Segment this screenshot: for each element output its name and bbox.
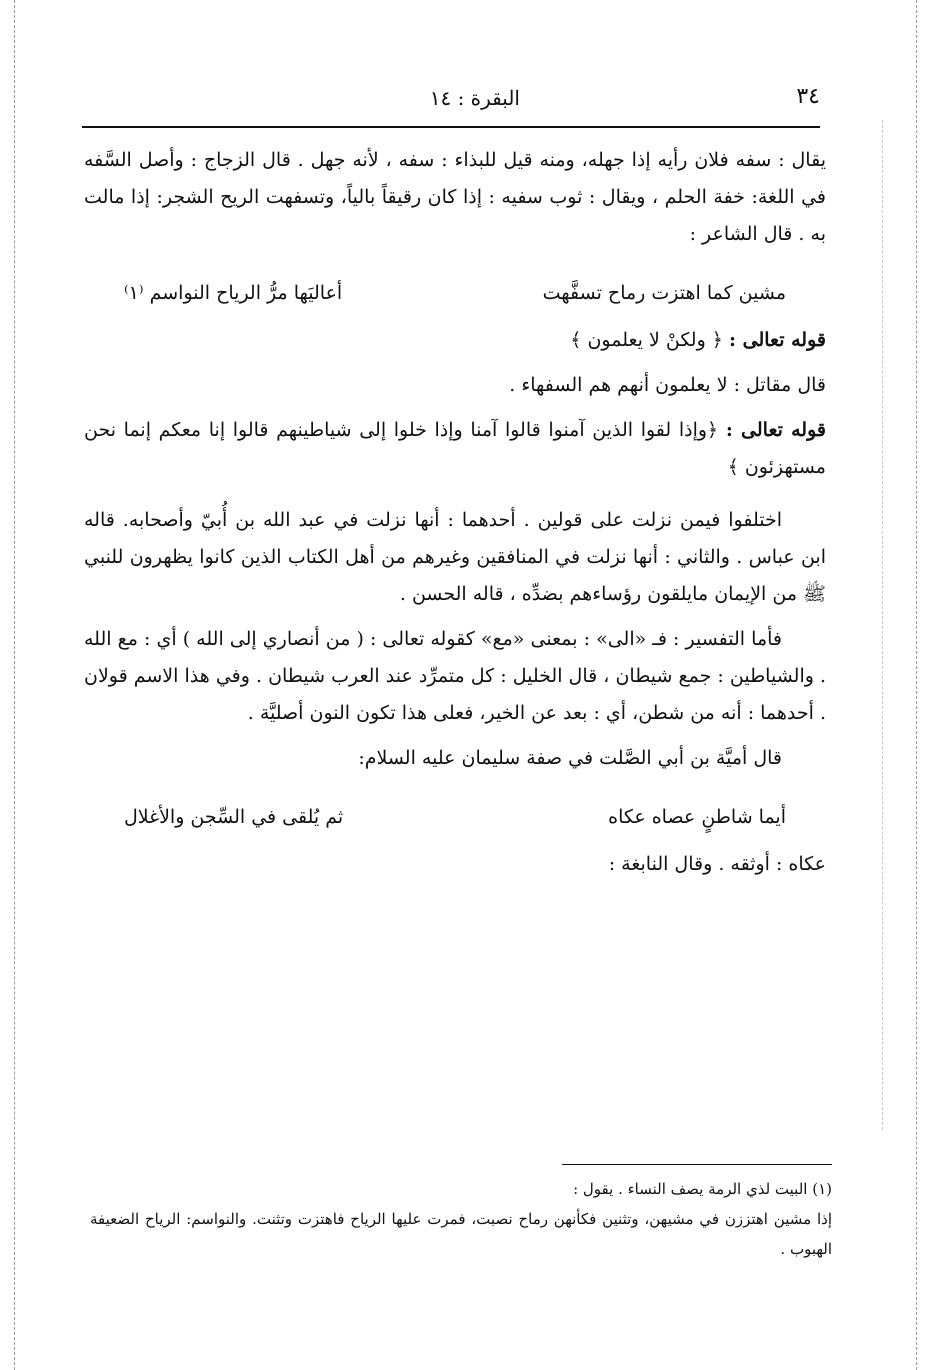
quran-verse-1 bbox=[84, 322, 826, 359]
scan-edge-inner bbox=[882, 120, 883, 1130]
verse-hemistich-second: ثم يُلقى في السِّجن والأغلال bbox=[124, 806, 344, 828]
quran-verse-2 bbox=[84, 412, 826, 486]
header-rule bbox=[82, 126, 820, 128]
verse-hemistich-second: أعاليَها مرُّ الرياح النواسم ⁽١⁾ bbox=[124, 282, 343, 304]
footnote-1-text: إذا مشين اهتززن في مشيهن، وتثنين فكأنهن رماح نصبت، فمرت عليها الرياح فاهتزت وتثنت. والنواسم: الرياح الضعيفة الهبوب . bbox=[90, 1210, 832, 1258]
paragraph-nabigha: عكاه : أوثقه . وقال النابغة : bbox=[608, 853, 826, 875]
paragraph-muqatil: قال مقاتل : لا يعلمون أنهم هم السفهاء . bbox=[509, 374, 826, 396]
verse-couplet-2 bbox=[84, 785, 826, 846]
verse-couplet-1 bbox=[84, 261, 826, 322]
verse-text: ﴿وإذا لقوا الذين آمنوا قالوا آمنا وإذا خلوا إلى شياطينهم قالوا إنا معكم إنما نحن مستهزئون ﴾ bbox=[84, 419, 826, 478]
verse-lead: قوله تعالى : bbox=[725, 419, 826, 441]
verse-hemistich-first: أيما شاطنٍ عصاه عكاه bbox=[608, 806, 786, 828]
paragraph-definition: يقال : سفه فلان رأيه إذا جهله، ومنه قيل للبذاء : سفه ، لأنه جهل . قال الزجاج : وأصل السَّفه في اللغة: خفة الحلم ، ويقال : ثوب سفيه : إذا كان رقيقاً بالياً، وتسفهت الريح الشجر: إذا مالت به . قال الشاعر : bbox=[84, 149, 826, 245]
running-title: البقرة : ١٤ bbox=[429, 86, 520, 110]
scan-edge-left bbox=[14, 0, 15, 1370]
verse-lead: قوله تعالى : bbox=[729, 329, 826, 351]
footnote-1-intro: (١) البيت لذي الرمة يصف النساء . يقول : bbox=[573, 1180, 832, 1198]
footnote-rule bbox=[562, 1164, 832, 1165]
verse-text: ﴿ ولكنْ لا يعلمون ﴾ bbox=[570, 329, 723, 351]
main-text bbox=[84, 142, 826, 891]
page-header bbox=[80, 84, 820, 124]
scan-edge-right bbox=[916, 0, 917, 1370]
page-number: ٣٤ bbox=[796, 84, 820, 109]
footnotes bbox=[90, 1174, 832, 1264]
verse-hemistich-first: مشين كما اهتزت رماح تسفَّهت bbox=[542, 282, 786, 304]
paragraph-revelation: اختلفوا فيمن نزلت على قولين . أحدهما : أنها نزلت في عبد الله بن أُبيّ وأصحابه. قاله ابن عباس . والثاني : أنها نزلت في المنافقين وغيرهم من أهل الكتاب الذين كانوا يظهرون للنبي ﷺ من الإيمان مايلقون رؤساءهم بضدِّه ، قاله الحسن . bbox=[84, 509, 826, 605]
paragraph-tafsir: فأما التفسير : فـ «الى» : بمعنى «مع» كقوله تعالى : ( من أنصاري إلى الله ) أي : مع الله . والشياطين : جمع شيطان ، قال الخليل : كل متمرِّد عند العرب شيطان . وفي هذا الاسم قولان . أحدهما : أنه من شطن، أي : بعد عن الخير، فعلى هذا تكون النون أصليَّة . bbox=[84, 628, 826, 724]
paragraph-umayya: قال أميَّة بن أبي الصَّلت في صفة سليمان عليه السلام: bbox=[358, 747, 782, 769]
